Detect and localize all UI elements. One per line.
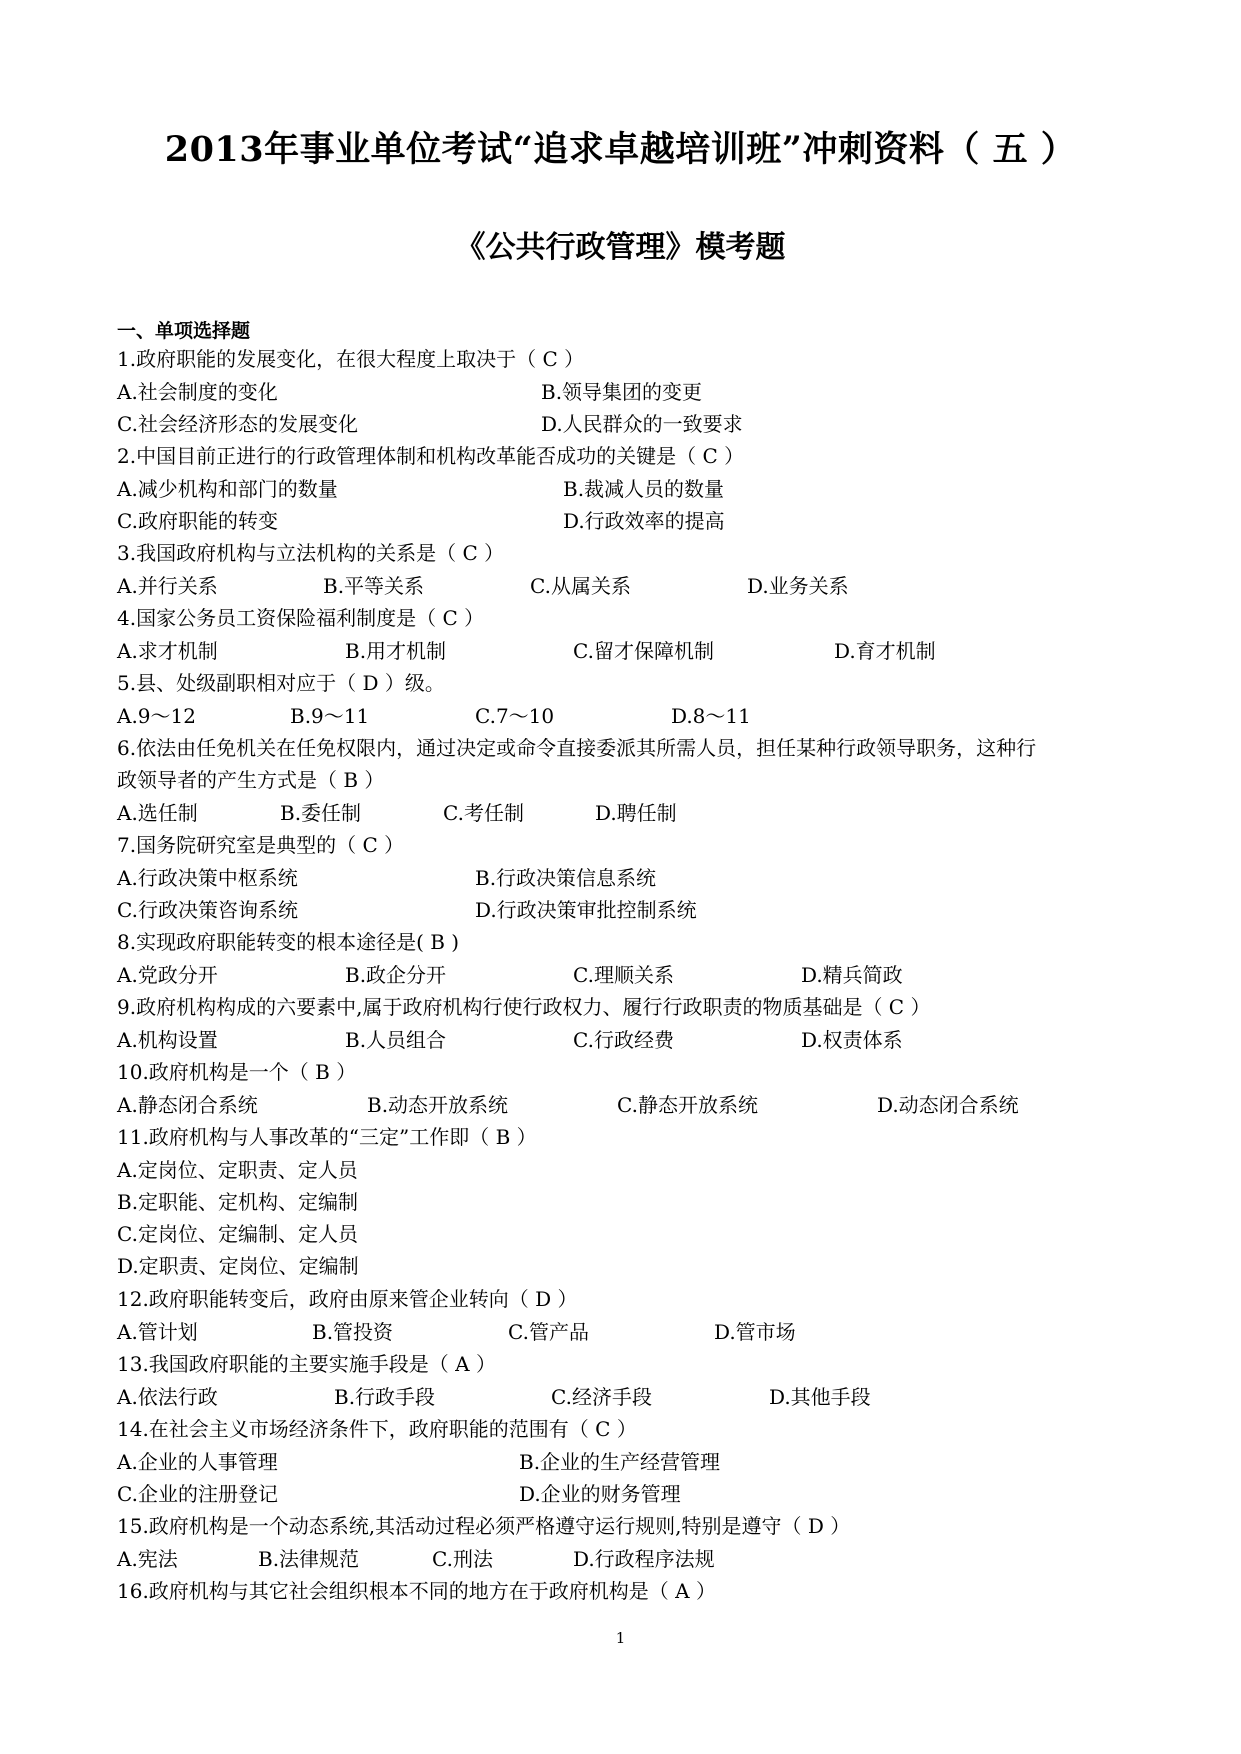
option: A.选任制 xyxy=(117,801,198,825)
option: C.管产品 xyxy=(508,1320,589,1344)
option: A.党政分开 xyxy=(117,963,218,987)
option: D.行政决策审批控制系统 xyxy=(475,898,697,922)
option: C.理顺关系 xyxy=(573,963,674,987)
option: D.业务关系 xyxy=(747,574,849,598)
option: A.社会制度的变化 xyxy=(117,380,278,404)
question-2: 2.中国目前正进行的行政管理体制和机构改革能否成功的关键是（ C ） xyxy=(117,444,745,468)
option: B.政企分开 xyxy=(345,963,447,987)
option: D.定职责、定岗位、定编制 xyxy=(117,1254,359,1278)
option: A.企业的人事管理 xyxy=(117,1450,278,1474)
option: C.刑法 xyxy=(432,1547,493,1571)
option: D.行政效率的提高 xyxy=(563,509,725,533)
option: C.留才保障机制 xyxy=(573,639,714,663)
option: D.8～11 xyxy=(671,704,751,728)
option: D.行政程序法规 xyxy=(573,1547,715,1571)
question-16: 16.政府机构与其它社会组织根本不同的地方在于政府机构是（ A ） xyxy=(117,1579,716,1603)
option: D.育才机制 xyxy=(834,639,936,663)
option: C.7～10 xyxy=(475,704,555,728)
option: B.定职能、定机构、定编制 xyxy=(117,1190,359,1214)
document-subtitle: 《公共行政管理》模考题 xyxy=(455,230,786,265)
question-8: 8.实现政府职能转变的根本途径是( B ) xyxy=(117,930,460,954)
section-heading: 一、单项选择题 xyxy=(117,320,251,342)
question-12: 12.政府职能转变后，政府由原来管企业转向（ D ） xyxy=(117,1287,578,1311)
option: B.9～11 xyxy=(290,704,370,728)
question-1: 1.政府职能的发展变化，在很大程度上取决于（ C ） xyxy=(117,347,585,371)
question-13: 13.我国政府职能的主要实施手段是（ A ） xyxy=(117,1352,496,1376)
question-3: 3.我国政府机构与立法机构的关系是（ C ） xyxy=(117,541,505,565)
question-15: 15.政府机构是一个动态系统,其活动过程必须严格遵守运行规则,特别是遵守（ D ） xyxy=(117,1514,851,1538)
question-4: 4.国家公务员工资保险福利制度是（ C ） xyxy=(117,606,485,630)
option: A.减少机构和部门的数量 xyxy=(117,477,338,501)
option: A.静态闭合系统 xyxy=(117,1093,258,1117)
option: B.平等关系 xyxy=(323,574,425,598)
option: A.9～12 xyxy=(117,704,196,728)
question-5: 5.县、处级副职相对应于（ D ）级。 xyxy=(117,671,445,695)
option: D.企业的财务管理 xyxy=(519,1482,681,1506)
option: A.并行关系 xyxy=(117,574,218,598)
option: D.聘任制 xyxy=(595,801,677,825)
question-14: 14.在社会主义市场经济条件下，政府职能的范围有（ C ） xyxy=(117,1417,637,1441)
option: B.管投资 xyxy=(312,1320,394,1344)
page-number: 1 xyxy=(615,1629,626,1647)
option: C.社会经济形态的发展变化 xyxy=(117,412,358,436)
option: D.其他手段 xyxy=(769,1385,871,1409)
question-10: 10.政府机构是一个（ B ） xyxy=(117,1060,357,1084)
option: B.动态开放系统 xyxy=(367,1093,509,1117)
option: B.法律规范 xyxy=(258,1547,360,1571)
option: C.考任制 xyxy=(443,801,524,825)
option: C.经济手段 xyxy=(551,1385,652,1409)
question-11: 11.政府机构与人事改革的“三定”工作即（ B ） xyxy=(117,1125,537,1149)
question-7: 7.国务院研究室是典型的（ C ） xyxy=(117,833,405,857)
option: B.行政手段 xyxy=(334,1385,436,1409)
question-6-continued: 政领导者的产生方式是（ B ） xyxy=(117,768,385,792)
option: A.机构设置 xyxy=(117,1028,218,1052)
option: D.管市场 xyxy=(714,1320,796,1344)
option: B.委任制 xyxy=(280,801,362,825)
option: B.用才机制 xyxy=(345,639,447,663)
option: B.企业的生产经营管理 xyxy=(519,1450,721,1474)
option: D.人民群众的一致要求 xyxy=(541,412,743,436)
question-9: 9.政府机构构成的六要素中,属于政府机构行使行政权力、履行行政职责的物质基础是（ C ） xyxy=(117,995,931,1019)
option: C.定岗位、定编制、定人员 xyxy=(117,1222,358,1246)
option: A.依法行政 xyxy=(117,1385,218,1409)
document-title: 2013年事业单位考试“追求卓越培训班”冲刺资料（ 五 ） xyxy=(164,129,1077,170)
option: C.行政决策咨询系统 xyxy=(117,898,298,922)
option: C.静态开放系统 xyxy=(617,1093,758,1117)
option: A.管计划 xyxy=(117,1320,198,1344)
option: C.从属关系 xyxy=(530,574,631,598)
option: A.行政决策中枢系统 xyxy=(117,866,298,890)
option: D.动态闭合系统 xyxy=(877,1093,1019,1117)
question-6: 6.依法由任免机关在任免权限内，通过决定或命令直接委派其所需人员，担任某种行政领导职务，这种行 xyxy=(117,736,1037,760)
option: C.政府职能的转变 xyxy=(117,509,278,533)
option: B.裁减人员的数量 xyxy=(563,477,725,501)
option: D.权责体系 xyxy=(801,1028,903,1052)
option: A.求才机制 xyxy=(117,639,218,663)
option: B.领导集团的变更 xyxy=(541,380,703,404)
option: B.行政决策信息系统 xyxy=(475,866,657,890)
option: C.企业的注册登记 xyxy=(117,1482,278,1506)
option: D.精兵简政 xyxy=(801,963,903,987)
option: C.行政经费 xyxy=(573,1028,674,1052)
option: A.宪法 xyxy=(117,1547,178,1571)
option: B.人员组合 xyxy=(345,1028,447,1052)
option: A.定岗位、定职责、定人员 xyxy=(117,1158,358,1182)
